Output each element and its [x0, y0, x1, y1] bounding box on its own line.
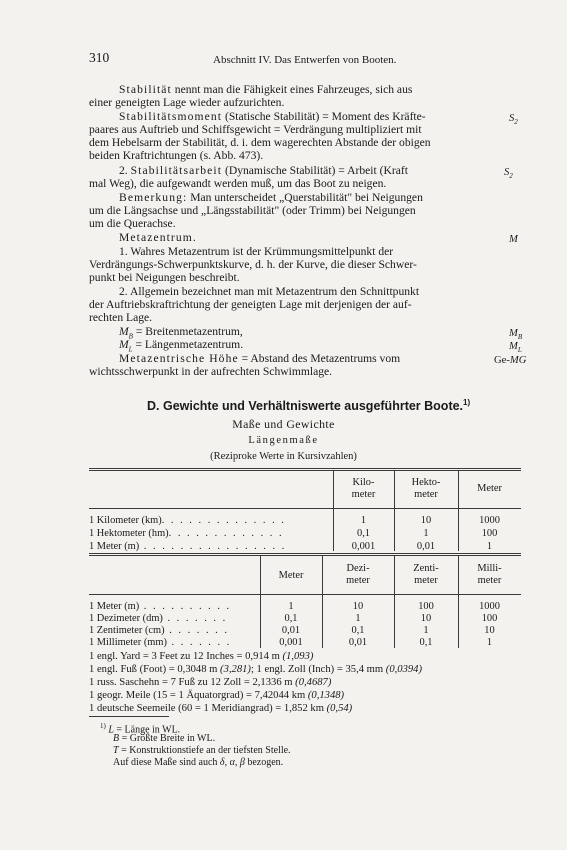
text-line: beiden Kraftrichtungen (s. Abb. 473). [89, 149, 264, 162]
table-rule [89, 555, 521, 556]
text-line: um die Querachse. [89, 217, 176, 230]
text-line: wichtsschwerpunkt in der aufrechten Schwimmlage. [89, 365, 333, 378]
text-line: 2. Allgemein bezeichnet man mit Metazentrum den Schnittpunkt [119, 285, 420, 298]
margin-note: M [509, 234, 518, 245]
table-row-label: 1 Millimeter (mm) . . . . . . . [89, 637, 232, 648]
table-title: Maße und Gewichte [232, 417, 335, 431]
text-line: 2. Stabilitätsarbeit (Dynamische Stabilität) = Arbeit (Kraft [119, 164, 408, 177]
section-heading: D. Gewichte und Verhältniswerte ausgeführter Boote.$^{1)}$ [147, 398, 471, 414]
margin-note: Ge-MG [494, 355, 527, 366]
page-number: 310 [89, 50, 110, 65]
margin-note: $M_L$ [509, 341, 522, 355]
footnote-line: $^{1)}$ L = Länge in WL. [100, 722, 181, 736]
table-cell: 100 [481, 613, 498, 624]
table-cell: 100 [481, 528, 498, 539]
text-line: einer geneigten Lage wieder aufzurichten. [89, 96, 285, 109]
table-cell: 1 [355, 613, 361, 624]
text-line: um die Längsachse und „Längsstabilität" (oder Trimm) bei Neigungen [89, 204, 416, 217]
column-header: Milli- meter [477, 563, 502, 586]
text-line: Stabilität nennt man die Fähigkeit eines Fahrzeuges, sich aus [119, 83, 413, 96]
footnote-rule [89, 716, 169, 717]
table-cell: 1 [288, 601, 294, 612]
table-row-label: 1 Kilometer (km). . . . . . . . . . . . . . [89, 515, 286, 526]
table-cell: 0,001 [351, 541, 376, 552]
margin-note: $S_2$ [504, 167, 513, 181]
text-line: Bemerkung: Man unterscheidet „Querstabilität" bei Neigungen [119, 191, 423, 204]
conversion-line: 1 deutsche Seemeile (60 = 1 Meridiangrad) = 1,852 km (0,54) [89, 703, 353, 714]
conversion-line: 1 russ. Saschehn = 7 Fuß zu 12 Zoll = 2,1336 m (0,4687) [89, 677, 332, 688]
table-cell: 0,01 [281, 625, 301, 636]
table-cell: 0,01 [416, 541, 436, 552]
running-head: Abschnitt IV. Das Entwerfen von Booten. [213, 54, 397, 66]
table-cell: 10 [420, 613, 432, 624]
conversion-line: 1 engl. Yard = 3 Feet zu 12 Inches = 0,914 m (1,093) [89, 651, 314, 662]
table-rule [89, 553, 521, 554]
conversion-line: 1 engl. Fuß (Foot) = 0,3048 m (3,281); 1 engl. Zoll (Inch) = 35,4 mm (0,0394) [89, 664, 422, 675]
table-cell: 0,1 [284, 613, 298, 624]
table-row-label: 1 Meter (m) . . . . . . . . . . . . . . . . [89, 541, 287, 552]
table-row-label: 1 Meter (m) . . . . . . . . . . [89, 601, 232, 612]
table-cell: 1000 [479, 515, 500, 526]
table-rule [89, 470, 521, 471]
table-rule [89, 594, 521, 595]
column-header: Zenti- meter [413, 563, 439, 586]
column-header: Hekto- meter [411, 477, 441, 500]
footnote-line: B = Größte Breite in WL. [113, 733, 216, 744]
table-cell: 0,1 [351, 625, 365, 636]
table-cell: 1 [486, 541, 493, 552]
table-cell: 1000 [479, 601, 500, 612]
table-rule [89, 508, 521, 509]
table-cell: 1 [486, 637, 493, 648]
table-cell: 10 [484, 625, 495, 636]
table-cell: 100 [418, 601, 434, 612]
table-rule [89, 468, 521, 469]
section-term: Metazentrum. [119, 231, 197, 244]
table-caption: (Reziproke Werte in Kursivzahlen) [210, 451, 357, 462]
text-line: Verdrängungs-Schwerpunktskurve, d. h. der Kurve, die dieser Schwer- [89, 258, 417, 271]
text-line: Metazentrische Höhe = Abstand des Metazentrums vom [119, 352, 401, 365]
table-cell: 0,001 [279, 637, 303, 648]
table-caption: Längenmaße [248, 435, 319, 446]
table-cell: 1 [423, 528, 429, 539]
table-cell: 10 [352, 601, 364, 612]
formula-ml: $M_L$ = Längenmetazentrum. [119, 338, 244, 354]
table-row-label: 1 Hektometer (hm). . . . . . . . . . . . . [89, 528, 284, 539]
margin-note: $M_B$ [509, 328, 523, 342]
table-cell: 1 [360, 515, 367, 526]
text-line: mal Weg), die aufgewandt werden muß, um das Boot zu neigen. [89, 177, 387, 190]
column-header: Kilo- meter [351, 477, 376, 500]
text-line: punkt bei Neigungen beschreibt. [89, 271, 240, 284]
text-line: paares aus Auftrieb und Schiffsgewicht = Verdrängung multipliziert mit [89, 123, 422, 136]
table-cell: 0,01 [348, 637, 368, 648]
table-cell: 0,1 [357, 528, 370, 539]
conversion-line: 1 geogr. Meile (15 = 1 Äquatorgrad) = 7,42044 km (0,1348) [89, 690, 345, 701]
column-header: Meter [477, 483, 502, 494]
formula-mb: $M_B$ = Breitenmetazentrum, [119, 325, 243, 341]
footnote-line: Auf diese Maße sind auch δ, α, β bezogen. [113, 757, 284, 768]
table-cell: 1 [423, 625, 429, 636]
column-header: Dezi- meter [346, 563, 370, 586]
text-line: der Auftriebskraftrichtung der geneigten Lage mit derjenigen der auf- [89, 298, 412, 311]
column-header: Meter [278, 570, 304, 581]
table-row-label: 1 Zentimeter (cm) . . . . . . . [89, 625, 229, 636]
text-line: 1. Wahres Metazentrum ist der Krümmungsmittelpunkt der [119, 245, 394, 258]
table-row-label: 1 Dezimeter (dm) . . . . . . . [89, 613, 228, 624]
text-line: Stabilitätsmoment (Statische Stabilität) = Moment des Kräfte- [119, 110, 426, 123]
text-line: dem Hebelsarm der Stabilität, d. i. dem wagerechten Abstande der obigen [89, 136, 431, 149]
footnote-line: T = Konstruktionstiefe an der tiefsten Stelle. [113, 745, 291, 756]
text-line: rechten Lage. [89, 311, 153, 324]
table-cell: 10 [420, 515, 432, 526]
margin-note: $S_2$ [509, 113, 518, 127]
table-cell: 0,1 [419, 637, 433, 648]
